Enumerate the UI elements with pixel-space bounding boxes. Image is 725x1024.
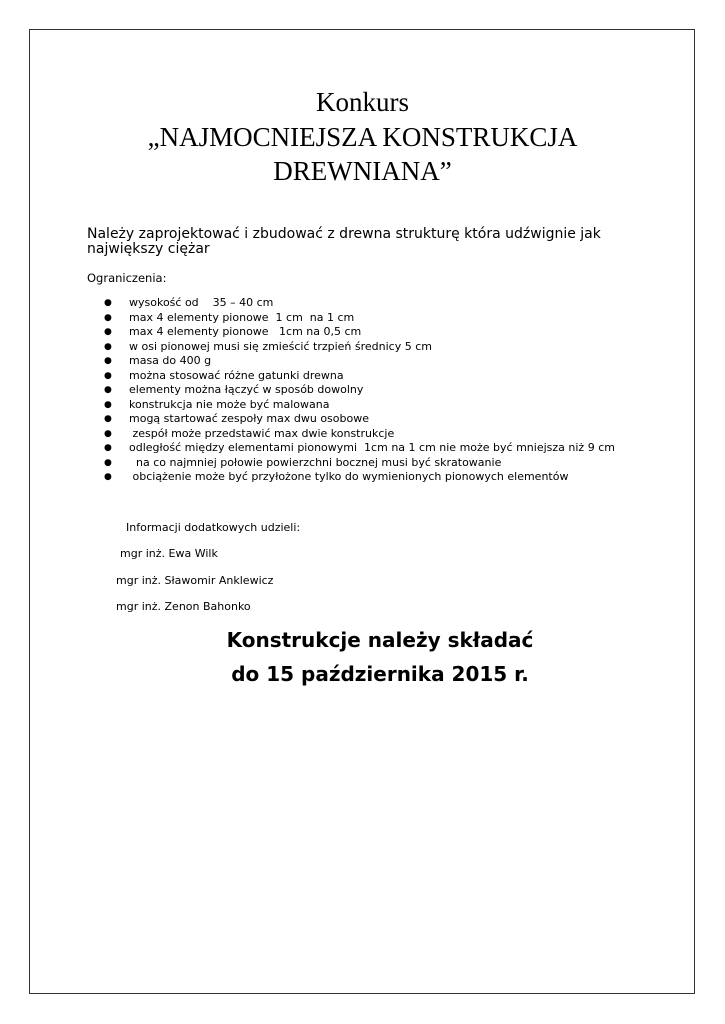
bullet-icon: ●: [104, 443, 112, 453]
bullet-icon: ●: [104, 385, 112, 395]
bullet-icon: ●: [104, 327, 112, 337]
contacts-label: Informacji dodatkowych udzieli:: [126, 521, 301, 534]
bullet-icon: ●: [104, 341, 112, 352]
contact-person: mgr inż. Zenon Bahonko: [116, 600, 251, 613]
contact-person: mgr inż. Sławomir Anklewicz: [116, 574, 274, 587]
constraints-label: Ograniczenia:: [87, 271, 167, 285]
list-item: ● max 4 elementy pionowe 1 cm na 1 cm: [104, 310, 355, 324]
bullet-icon: ●: [104, 428, 112, 439]
list-item: ● na co najmniej połowie powierzchni bocznej musi być skratowanie: [104, 455, 502, 469]
list-item: ● konstrukcja nie może być malowana: [104, 397, 330, 411]
bullet-icon: ●: [104, 472, 112, 482]
constraints-list: [104, 296, 615, 485]
deadline-line2: do 15 października 2015 r.: [231, 662, 529, 686]
bullet-icon: ●: [104, 370, 112, 381]
list-item: ● mogą startować zespoły max dwu osobowe: [104, 412, 369, 425]
list-item: ● zespół może przedstawić max dwie konstrukcje: [104, 426, 395, 440]
list-item: ● elementy można łączyć w sposób dowolny: [104, 383, 364, 396]
bullet-icon: ●: [104, 312, 112, 323]
title-competition-name-line1: „NAJMOCNIEJSZA KONSTRUKCJA: [147, 122, 578, 152]
intro-text: Należy zaprojektować i zbudować z drewna strukturę która udźwignie jak największy ciężar: [87, 226, 601, 257]
list-item: ● wysokość od 35 – 40 cm: [104, 296, 274, 309]
list-item: ● masa do 400 g: [104, 354, 212, 367]
bullet-icon: ●: [104, 399, 112, 410]
list-item: ● obciążenie może być przyłożone tylko do wymienionych pionowych elementów: [104, 470, 569, 483]
list-item: ● odległość między elementami pionowymi 1cm na 1 cm nie może być mniejsza niż 9 cm: [104, 441, 615, 454]
bullet-icon: ●: [104, 457, 112, 468]
deadline-line1: Konstrukcje należy składać: [226, 628, 534, 652]
title-konkurs: Konkurs: [316, 87, 409, 117]
contact-person: mgr inż. Ewa Wilk: [120, 547, 218, 560]
bullet-icon: ●: [104, 298, 112, 308]
title-competition-name-line2: DREWNIANA”: [273, 156, 452, 186]
list-item: ● w osi pionowej musi się zmieścić trzpień średnicy 5 cm: [104, 339, 432, 353]
list-item: ● max 4 elementy pionowe 1cm na 0,5 cm: [104, 325, 362, 338]
bullet-icon: ●: [104, 356, 112, 366]
bullet-icon: ●: [104, 414, 112, 424]
list-item: ● można stosować różne gatunki drewna: [104, 368, 344, 382]
